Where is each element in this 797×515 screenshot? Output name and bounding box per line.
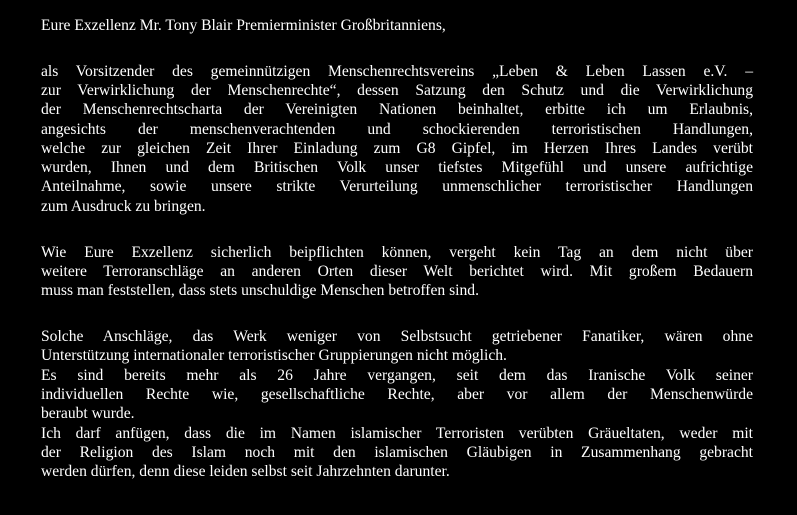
paragraph-line: zur Verwirklichung der Menschenrechte“, dessen Satzung den Schutz und die Verwirklichung: [41, 82, 753, 99]
paragraph-line: Es sind bereits mehr als 26 Jahre vergangen, seit dem das Iranische Volk seiner: [41, 367, 753, 384]
paragraph-line: individuellen Rechte wie, gesellschaftliche Rechte, aber vor allem der Menschenwürde: [41, 386, 753, 403]
paragraph-line: der Religion des Islam noch mit den islamischen Gläubigen in Zusammenhang gebracht: [41, 444, 753, 461]
paragraph-line: wurden, Ihnen und dem Britischen Volk unser tiefstes Mitgefühl und unsere aufrichtige: [41, 159, 753, 176]
paragraph-line: Wie Eure Exzellenz sicherlich beipflichten können, vergeht kein Tag an dem nicht über: [41, 244, 753, 261]
paragraph-line: als Vorsitzender des gemeinnützigen Menschenrechtsvereins „Leben & Leben Lassen e.V. –: [41, 63, 753, 80]
salutation: Eure Exzellenz Mr. Tony Blair Premierminister Großbritanniens,: [41, 17, 446, 34]
paragraph-line: muss man feststellen, dass stets unschuldige Menschen betroffen sind.: [41, 282, 479, 299]
paragraph-line: Ich darf anfügen, dass die im Namen islamischer Terroristen verübten Gräueltaten, weder mit: [41, 425, 753, 442]
paragraph-line: welche zur gleichen Zeit Ihrer Einladung zum G8 Gipfel, im Herzen Ihres Landes verübt: [41, 140, 753, 157]
paragraph-line: Unterstützung internationaler terroristischer Gruppierungen nicht möglich.: [41, 347, 507, 364]
paragraph-line: Solche Anschläge, das Werk weniger von Selbstsucht getriebener Fanatiker, wären ohne: [41, 328, 753, 345]
paragraph-line: angesichts der menschenverachtenden und schockierenden terroristischen Handlungen,: [41, 121, 753, 138]
paragraph-line: weitere Terroranschläge an anderen Orten dieser Welt berichtet wird. Mit großem Bedauern: [41, 263, 753, 280]
paragraph-line: der Menschenrechtscharta der Vereinigten Nationen beinhaltet, erbitte ich um Erlaubnis,: [41, 101, 753, 118]
paragraph-line: werden dürfen, denn diese leiden selbst seit Jahrzehnten darunter.: [41, 463, 450, 480]
paragraph-line: beraubt wurde.: [41, 405, 135, 422]
paragraph-line: zum Ausdruck zu bringen.: [41, 198, 206, 215]
paragraph-line: Anteilnahme, sowie unsere strikte Verurteilung unmenschlicher terroristischer Handlungen: [41, 178, 753, 195]
